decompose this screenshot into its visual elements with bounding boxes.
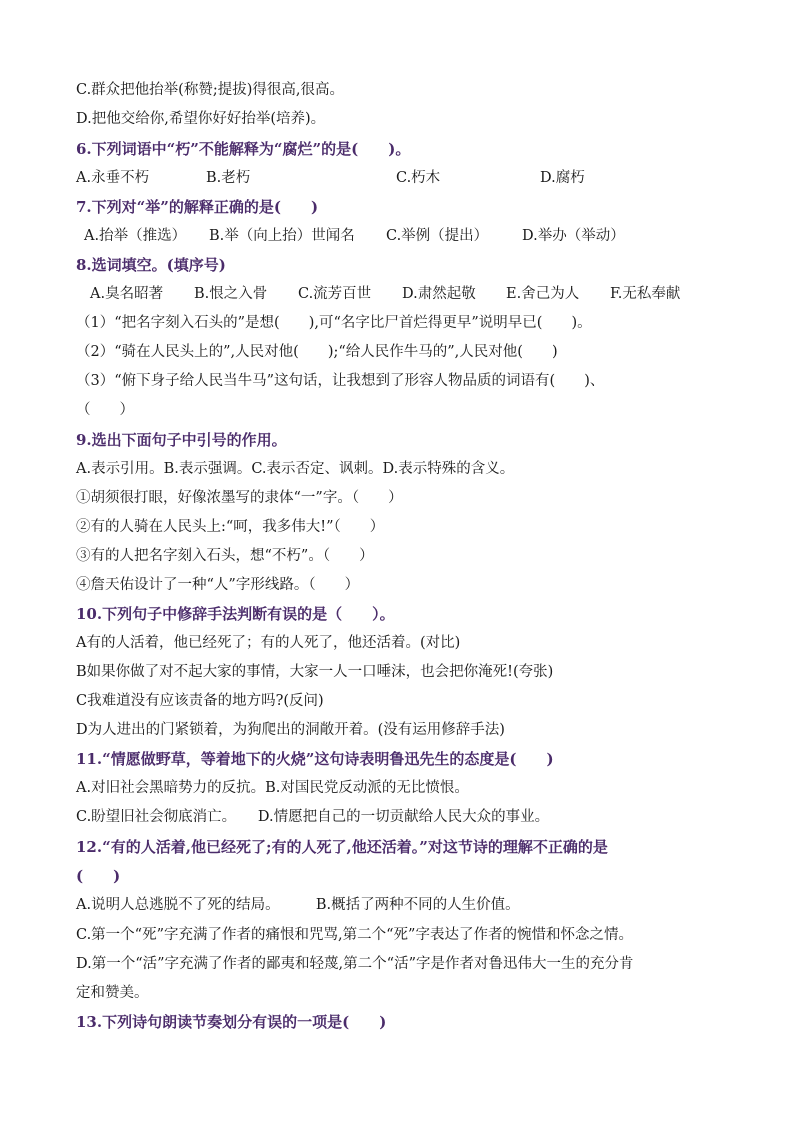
text-line: ④詹天佑设计了一种“人”字形线路。（ ） xyxy=(76,577,360,593)
text-line: A有的人活着，他已经死了；有的人死了，他还活着。(对比) xyxy=(76,635,461,651)
option-item: A.抬举（推选） xyxy=(84,228,187,244)
question-heading: 12.“有的人活着,他已经死了;有的人死了,他还活着。”对这节诗的理解不正确的是 xyxy=(76,838,608,856)
question-heading: 10.下列句子中修辞手法判断有误的是（ ）。 xyxy=(76,605,395,623)
option-item: D.肃然起敬 xyxy=(402,286,476,302)
option-item: A.臭名昭著 xyxy=(90,286,164,302)
question-heading: ( ) xyxy=(76,867,121,885)
text-line: A.对旧社会黑暗势力的反抗。B.对国民党反动派的无比愤恨。 xyxy=(76,780,469,796)
text-line: C.群众把他抬举(称赞;提拔)得很高,很高。 xyxy=(76,82,344,98)
option-item: C.流芳百世 xyxy=(298,286,372,302)
text-line: B如果你做了对不起大家的事情，大家一人一口唾沫，也会把你淹死!(夸张) xyxy=(76,664,554,680)
option-row xyxy=(76,284,764,304)
option-item: C.举例（提出） xyxy=(386,228,489,244)
option-item: E.舍己为人 xyxy=(506,286,580,302)
text-line: （1）“把名字刻入石头的”是想( ),可“名字比尸首烂得更早”说明早已( )。 xyxy=(76,315,592,331)
text-line: C.盼望旧社会彻底消亡。 D.情愿把自己的一切贡献给人民大众的事业。 xyxy=(76,809,550,825)
text-line: D为人进出的门紧锁着，为狗爬出的洞敞开着。(没有运用修辞手法) xyxy=(76,722,505,738)
text-line: C.第一个“死”字充满了作者的痛恨和咒骂,第二个“死”字表达了作者的惋惜和怀念之情。 xyxy=(76,927,633,943)
option-row xyxy=(76,168,764,188)
text-line: （3）“俯下身子给人民当牛马”这句话，让我想到了形容人物品质的词语有( )、 xyxy=(76,373,605,389)
question-heading: 13.下列诗句朗读节奏划分有误的一项是( ) xyxy=(76,1013,387,1031)
text-line: A.表示引用。B.表示强调。C.表示否定、讽刺。D.表示特殊的含义。 xyxy=(76,461,515,477)
option-item: A.永垂不朽 xyxy=(76,170,150,186)
text-line: ①胡须很打眼，好像浓墨写的隶体“一”字。（ ） xyxy=(76,490,403,506)
text-line: 定和赞美。 xyxy=(76,985,149,1001)
text-line: （2）“骑在人民头上的”,人民对他( );“给人民作牛马的”,人民对他( ) xyxy=(76,344,558,360)
text-line: C我难道没有应该责备的地方吗?(反问) xyxy=(76,693,324,709)
question-heading: 9.选出下面句子中引号的作用。 xyxy=(76,431,287,449)
text-line: D.第一个“活”字充满了作者的鄙夷和轻蔑,第二个“活”字是作者对鲁迅伟大一生的充分肯 xyxy=(76,956,634,972)
option-item: D.腐朽 xyxy=(540,170,585,186)
question-heading: 8.选词填空。(填序号) xyxy=(76,256,226,274)
option-row xyxy=(76,226,764,246)
question-heading: 6.下列词语中“朽”不能解释为“腐烂”的是( )。 xyxy=(76,140,411,158)
option-item: B.老朽 xyxy=(206,170,251,186)
text-line: ③有的人把名字刻入石头，想“不朽”。（ ） xyxy=(76,548,374,564)
option-item: B.举（向上抬）世闻名 xyxy=(209,228,355,244)
text-line: （ ） xyxy=(76,402,134,418)
question-heading: 7.下列对“举”的解释正确的是( ) xyxy=(76,198,319,216)
question-heading: 11.“情愿做野草，等着地下的火烧”这句诗表明鲁迅先生的态度是( ) xyxy=(76,750,554,768)
option-item: B.恨之入骨 xyxy=(194,286,268,302)
text-line: ②有的人骑在人民头上:“呵，我多伟大!”（ ） xyxy=(76,519,385,535)
option-item: F.无私奉献 xyxy=(610,286,681,302)
text-line: D.把他交给你,希望你好好抬举(培养)。 xyxy=(76,111,326,127)
text-line: A.说明人总逃脱不了死的结局。 B.概括了两种不同的人生价值。 xyxy=(76,897,520,913)
option-item: D.举办（举动） xyxy=(522,228,625,244)
option-item: C.朽木 xyxy=(396,170,441,186)
